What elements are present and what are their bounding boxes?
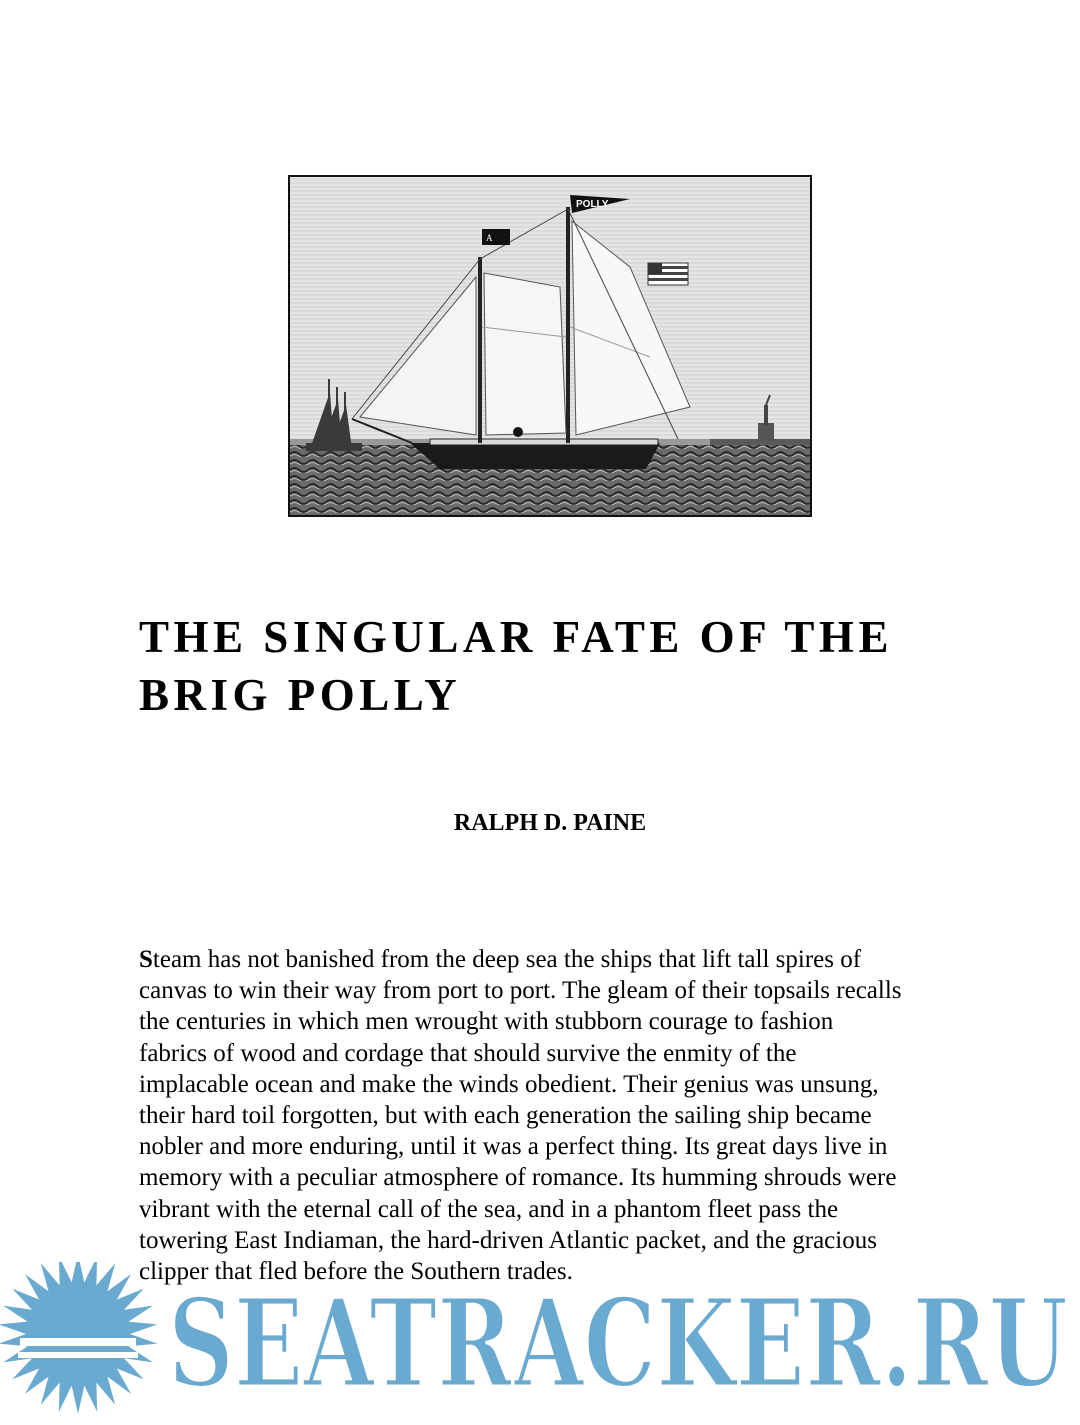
svg-text:A: A — [486, 233, 493, 243]
pennant-flag-text: POLLY — [576, 199, 609, 210]
body-line: towering East Indiaman, the hard-driven Atlantic packet, and the gracious — [139, 1226, 877, 1254]
dropcap-letter: S — [139, 946, 153, 973]
body-line: canvas to win their way from port to port. The gleam of their topsails recalls — [139, 977, 902, 1005]
body-line: clipper that fled before the Southern trades. — [139, 1258, 573, 1286]
body-line-1 — [139, 944, 979, 975]
title-line-1: THE SINGULAR FATE OF THE — [139, 612, 893, 662]
body-line: nobler and more enduring, until it was a perfect thing. Its great days live in — [139, 1133, 888, 1161]
document-title — [139, 608, 999, 724]
body-paragraph — [139, 944, 979, 1287]
stern-flag-icon — [648, 263, 688, 285]
body-line: their hard toil forgotten, but with each generation the sailing ship became — [139, 1102, 872, 1130]
body-line: the centuries in which men wrought with stubborn courage to fashion — [139, 1008, 834, 1036]
body-line: vibrant with the eternal call of the sea, and in a phantom fleet pass the — [139, 1195, 839, 1223]
seatracker-watermark — [0, 1262, 1080, 1425]
ship-illustration — [288, 175, 812, 517]
author-name: RALPH D. PAINE — [453, 810, 647, 836]
body-line: memory with a peculiar atmosphere of romance. Its humming shrouds were — [139, 1164, 897, 1192]
body-line-1-rest: team has not banished from the deep sea the ships that lift tall spires of — [152, 946, 862, 973]
sun-logo-icon — [0, 1262, 157, 1414]
body-line: fabrics of wood and cordage that should survive the enmity of the — [139, 1039, 797, 1067]
body-line: implacable ocean and make the winds obedient. Their genius was unsung, — [139, 1070, 879, 1098]
title-line-2: BRIG POLLY — [139, 670, 462, 720]
schooner-picture — [290, 177, 810, 515]
watermark-text: SEATRACKER.RU — [168, 1271, 1068, 1415]
